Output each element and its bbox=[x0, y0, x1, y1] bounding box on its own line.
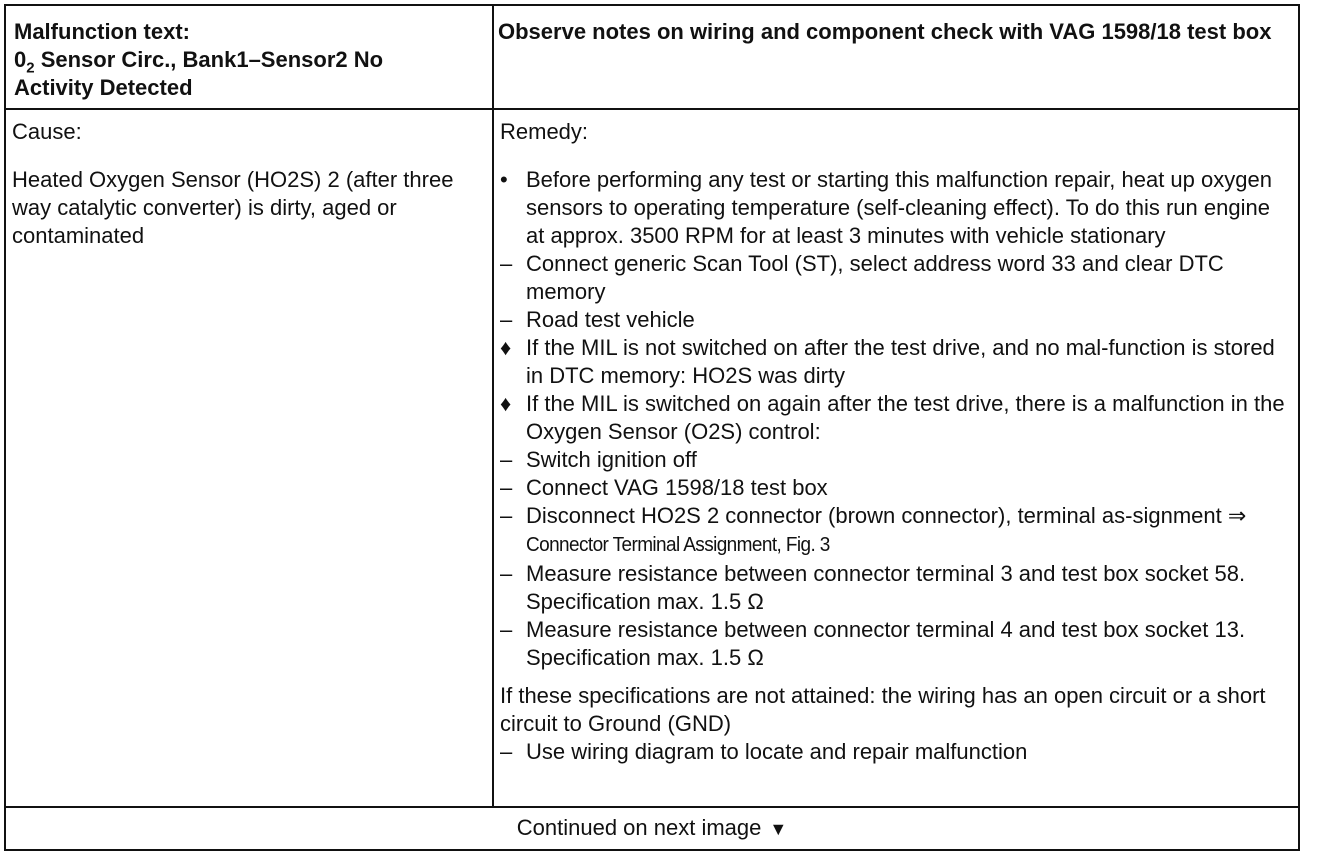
dash-marker: – bbox=[500, 561, 513, 586]
step-text: If the MIL is not switched on after the test drive, and no mal-function is stored in DTC memory: HO2S was dirty bbox=[526, 335, 1275, 388]
remedy-step bbox=[500, 306, 1292, 334]
step-text-before-ref: Disconnect HO2S 2 connector (brown connector), terminal as-signment ⇒ bbox=[526, 503, 1247, 528]
remedy-step bbox=[500, 250, 1292, 306]
remedy-step bbox=[500, 560, 1292, 616]
step-text: Connect VAG 1598/18 test box bbox=[526, 475, 828, 500]
o2-subscript: 2 bbox=[26, 59, 35, 77]
dash-marker: – bbox=[500, 307, 513, 332]
continued-text: Continued on next image bbox=[516, 815, 762, 840]
header-divider bbox=[6, 108, 1298, 110]
dash-marker: – bbox=[500, 617, 513, 642]
dash-marker: – bbox=[500, 475, 513, 500]
step-text: If the MIL is switched on again after the test drive, there is a malfunction in the Oxygen Sensor (O2S) control: bbox=[526, 391, 1285, 444]
column-divider bbox=[492, 6, 494, 806]
remedy-final-step bbox=[500, 738, 1292, 766]
remedy-step bbox=[500, 474, 1292, 502]
malfunction-label: Malfunction text: bbox=[14, 19, 190, 44]
remedy-step bbox=[500, 446, 1292, 474]
malfunction-table bbox=[4, 4, 1300, 851]
o2-prefix: 0 bbox=[14, 47, 27, 72]
footer-divider bbox=[6, 806, 1298, 808]
malfunction-text-header bbox=[14, 18, 484, 102]
step-text bbox=[526, 502, 1292, 560]
dash-marker: – bbox=[500, 503, 513, 528]
remedy-step bbox=[500, 390, 1292, 446]
step-text: Measure resistance between connector terminal 4 and test box socket 13. Specification max. 1.5 Ω bbox=[526, 617, 1246, 670]
step-text: Measure resistance between connector terminal 3 and test box socket 58. Specification max. 1.5 Ω bbox=[526, 561, 1246, 614]
remedy-step bbox=[500, 166, 1292, 250]
step-text: Road test vehicle bbox=[526, 307, 695, 332]
remedy-step bbox=[500, 502, 1292, 560]
down-triangle-icon: ▼ bbox=[769, 819, 788, 839]
remedy-note: If these specifications are not attained: the wiring has an open circuit or a short circuit to Ground (GND) bbox=[500, 683, 1266, 736]
remedy-step bbox=[500, 334, 1292, 390]
bullet-marker: • bbox=[500, 167, 508, 192]
diamond-marker: ♦ bbox=[500, 391, 512, 416]
step-text: Connect generic Scan Tool (ST), select address word 33 and clear DTC memory bbox=[526, 251, 1224, 304]
continued-footer[interactable] bbox=[6, 814, 1298, 843]
cause-text: Heated Oxygen Sensor (HO2S) 2 (after three way catalytic converter) is dirty, aged or contaminated bbox=[12, 167, 454, 248]
connector-assignment-link[interactable]: Connector Terminal Assignment, Fig. 3 bbox=[526, 534, 830, 557]
malfunction-line3: Activity Detected bbox=[14, 75, 193, 100]
dash-marker: – bbox=[500, 447, 513, 472]
dash-marker: – bbox=[500, 739, 513, 764]
step-text: Use wiring diagram to locate and repair malfunction bbox=[526, 739, 1028, 764]
remedy-step bbox=[500, 616, 1292, 672]
remedy-label: Remedy: bbox=[500, 119, 589, 144]
wiring-check-header: Observe notes on wiring and component check with VAG 1598/18 test box bbox=[498, 19, 1272, 44]
cause-label: Cause: bbox=[12, 119, 82, 144]
step-text: Before performing any test or starting this malfunction repair, heat up oxygen sensors to operating temperature (self-cleaning effect). To do this run engine at approx. 3500 RPM for at least 3 minutes with vehicle stationary bbox=[526, 167, 1272, 248]
malfunction-code-line bbox=[14, 46, 484, 77]
remedy-steps bbox=[500, 166, 1292, 766]
malfunction-line2: Sensor Circ., Bank1–Sensor2 No bbox=[34, 47, 384, 72]
step-text: Switch ignition off bbox=[526, 447, 697, 472]
diamond-marker: ♦ bbox=[500, 335, 512, 360]
dash-marker: – bbox=[500, 251, 513, 276]
